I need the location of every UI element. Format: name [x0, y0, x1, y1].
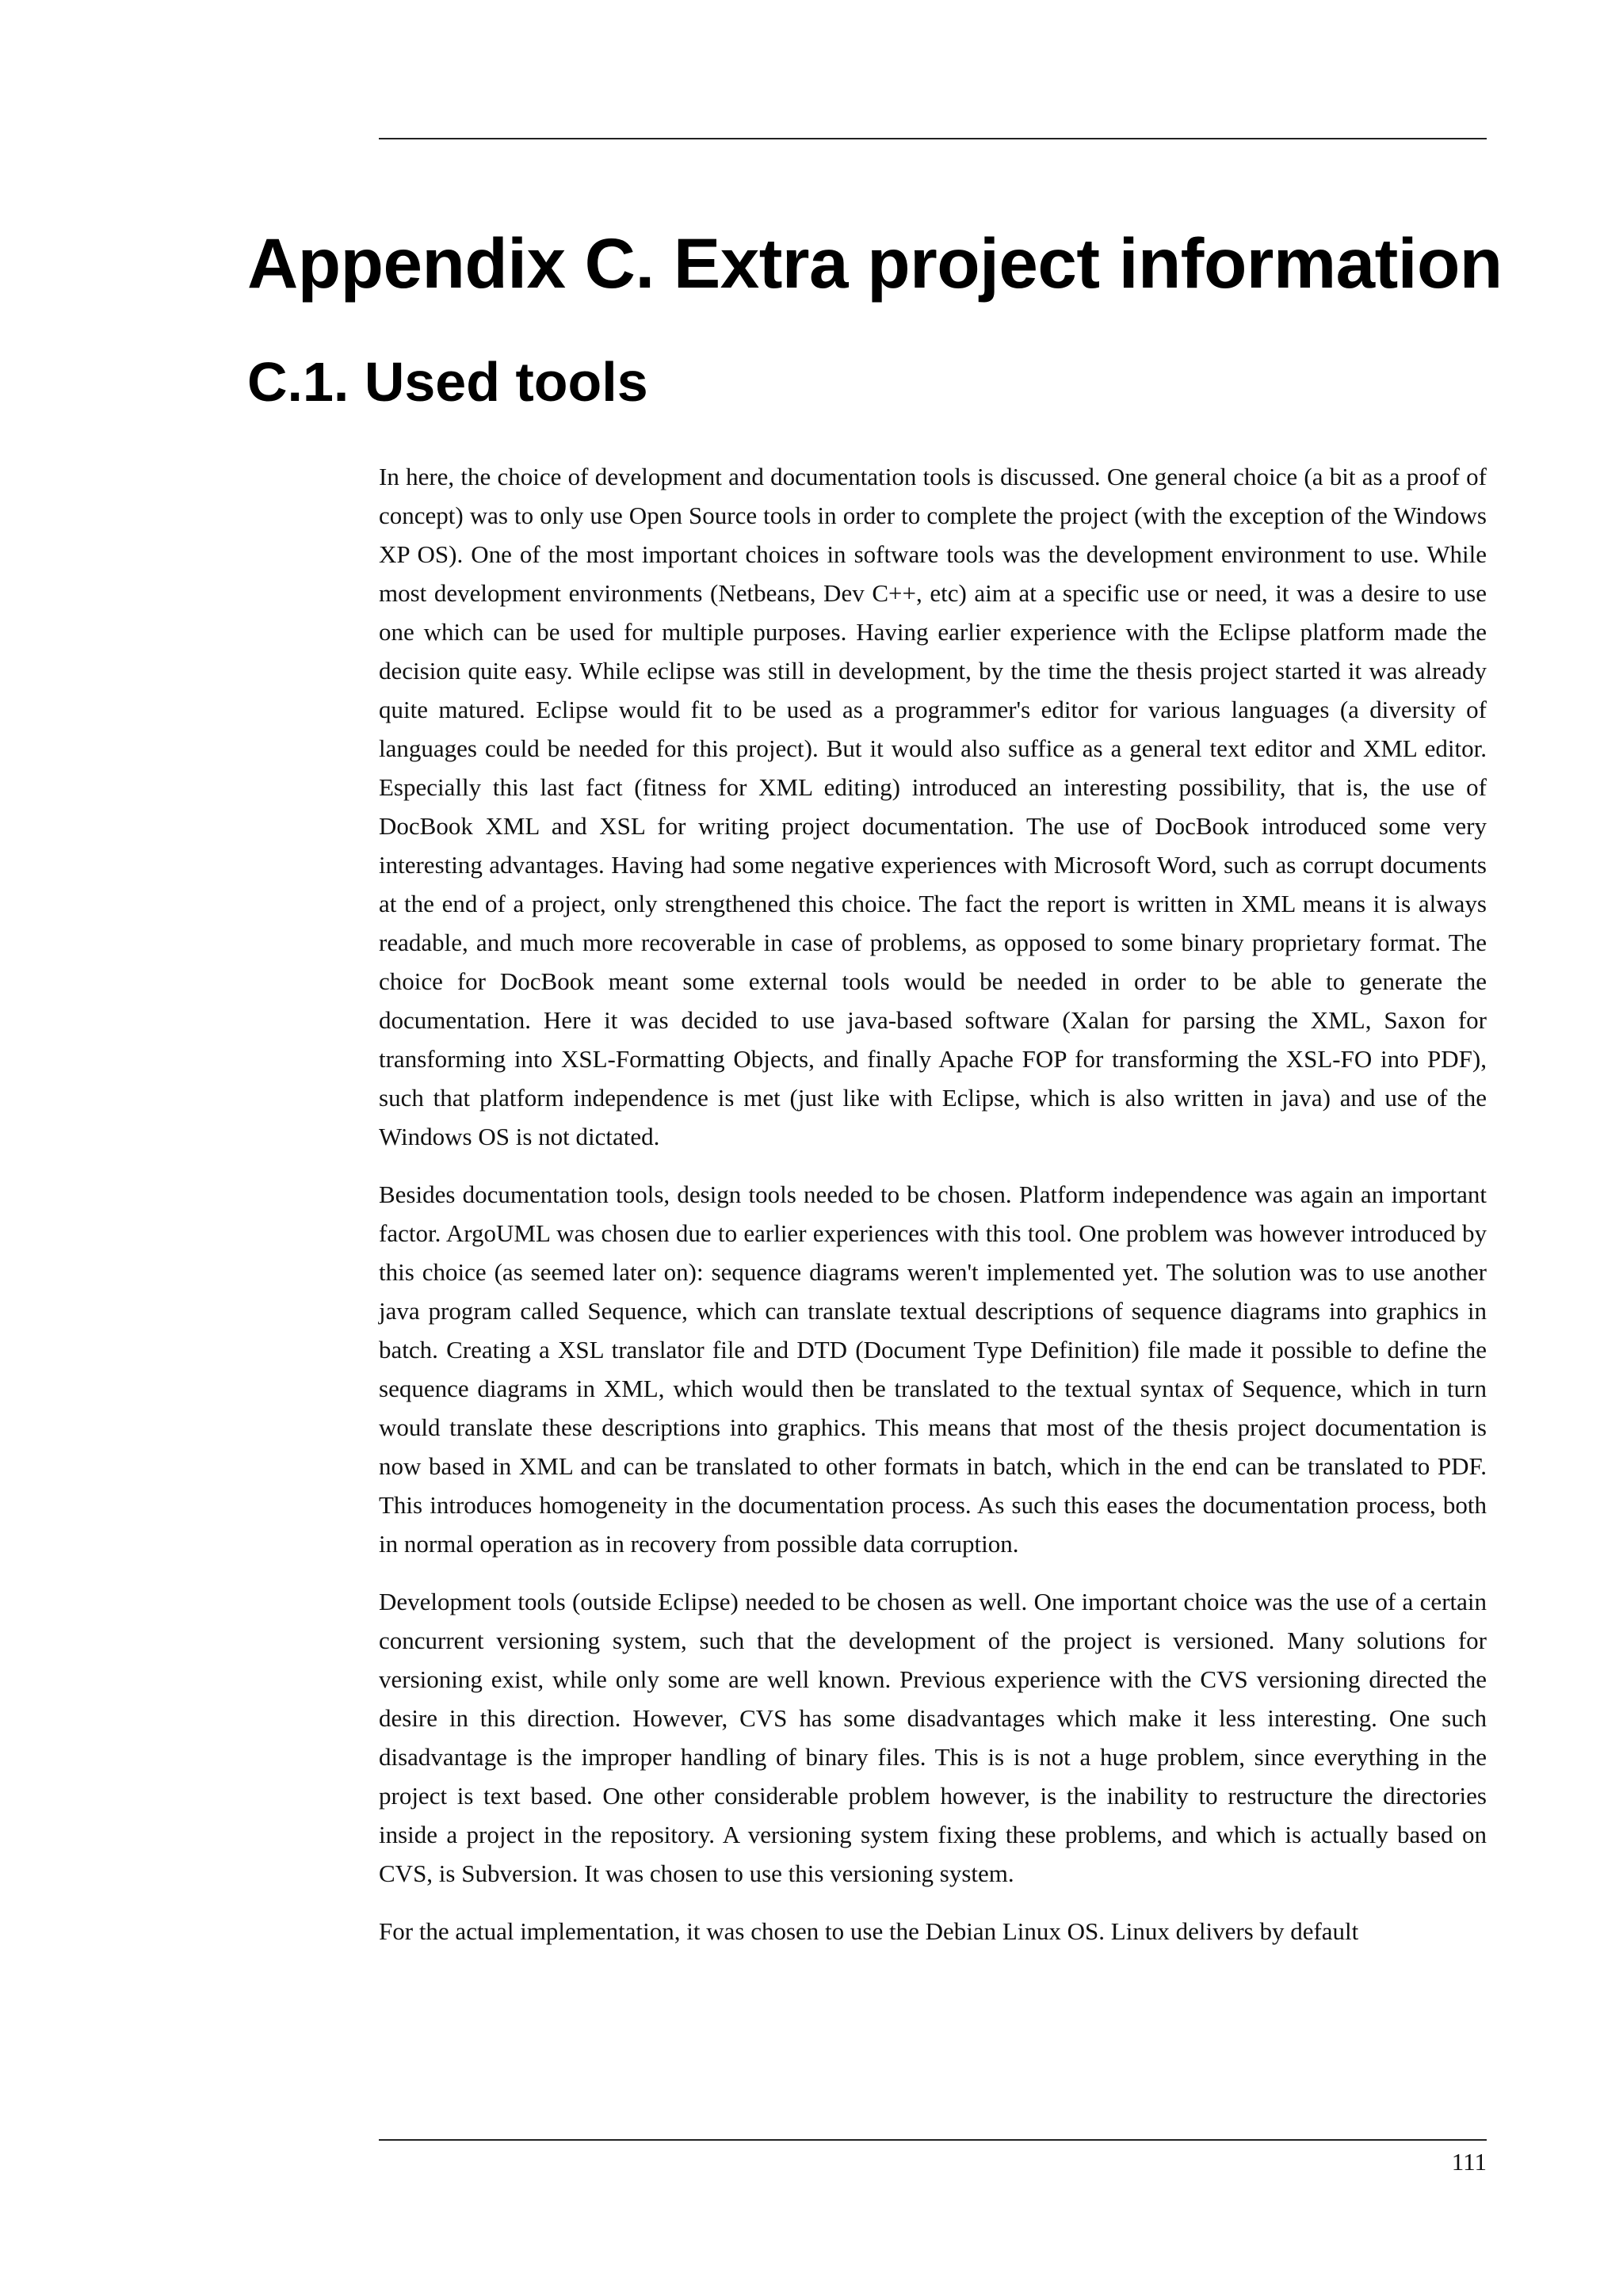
paragraph: Development tools (outside Eclipse) needed to be chosen as well. One important choice was the use of a certain concurrent versioning system, such that the development of the project is versioned. Many solutions for versioning exist, while only some are well known. Previous experience with the CVS versioning directed the desire in this direction. However, CVS has some disadvantages which make it less interesting. One such disadvantage is the improper handling of binary files. This is is not a huge problem, since everything in the project is text based. One other considerable problem however, is the inability to restructure the directories inside a project in the repository. A versioning system fixing these problems, and which is actually based on CVS, is Subversion. It was chosen to use this versioning system. [379, 1588, 1487, 1887]
header-rule [379, 138, 1487, 139]
paragraph: In here, the choice of development and documentation tools is discussed. One general choice (a bit as a proof of concept) was to only use Open Source tools in order to complete the project (with the exception of the Windows XP OS). One of the most important choices in software tools was the development environment to use. While most development environments (Netbeans, Dev C++, etc) aim at a specific use or need, it was a desire to use one which can be used for multiple purposes. Having earlier experience with the Eclipse platform made the decision quite easy. While eclipse was still in development, by the time the thesis project started it was already quite matured. Eclipse would fit to be used as a programmer's editor for various languages (a diversity of languages could be needed for this project). But it would also suffice as a general text editor and XML editor. Especially this last fact (fitness for XML editing) introduced an interesting possibility, that is, the use of DocBook XML and XSL for writing project documentation. The use of DocBook introduced some very interesting advantages. Having had some negative experiences with Microsoft Word, such as corrupt documents at the end of a project, only strengthened this choice. The fact the report is written in XML means it is always readable, and much more recoverable in case of problems, as opposed to some binary proprietary format. The choice for DocBook meant some external tools would be needed in order to be able to generate the documentation. Here it was decided to use java-based software (Xalan for parsing the XML, Saxon for transforming into XSL-Formatting Objects, and finally Apache FOP for transforming the XSL-FO into PDF), such that platform independence is met (just like with Eclipse, which is also written in java) and use of the Windows OS is not dictated. [379, 463, 1487, 1150]
chapter-title: Appendix C. Extra project information [247, 223, 1503, 303]
footer-rule [379, 2139, 1487, 2141]
body-text [379, 457, 1487, 1970]
paragraph: Besides documentation tools, design tools needed to be chosen. Platform independence was again an important factor. ArgoUML was chosen due to earlier experiences with this tool. One problem was however introduced by this choice (as seemed later on): sequence diagrams weren't implemented yet. The solution was to use another java program called Sequence, which can translate textual descriptions of sequence diagrams into graphics in batch. Creating a XSL translator file and DTD (Document Type Definition) file made it possible to define the sequence diagrams in XML, which would then be translated to the textual syntax of Sequence, which in turn would translate these descriptions into graphics. This means that most of the thesis project documentation is now based in XML and can be translated to other formats in batch, which in the end can be translated to PDF. This introduces homogeneity in the documentation process. As such this eases the documentation process, both in normal operation as in recovery from possible data corruption. [379, 1180, 1487, 1558]
paragraph: For the actual implementation, it was chosen to use the Debian Linux OS. Linux delivers by default [379, 1917, 1359, 1945]
page-number: 111 [1451, 2148, 1487, 2176]
section-title: C.1. Used tools [247, 351, 648, 413]
